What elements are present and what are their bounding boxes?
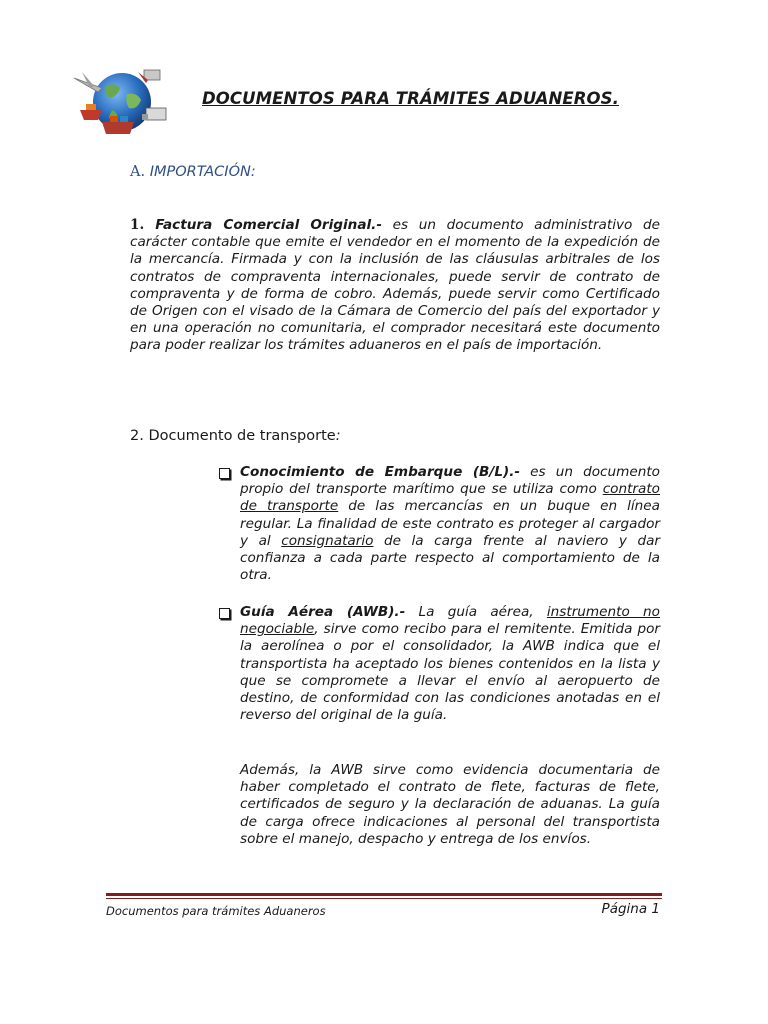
item2-heading-text: 2. Documento de transporte (130, 428, 336, 444)
checkbox-bullet-icon (219, 608, 230, 619)
item1-body: es un documento administrativo de carácter contable que emite el vendedor en el momento de la expedición de la mercancía. Firmada y con la inclusión de las cláusulas arbitrales de los contratos de compraventa internacionales, puede servir de contrato de compraventa y de forma de cobro. Además, puede servir como Certificado de Origen con el visado de la Cámara de Comercio del país del exportador y en una operación no comunitaria, el comprador necesitará este documento para poder realizar los trámites aduaneros en el país de importación. (130, 217, 660, 354)
section-a-letter: A. (130, 164, 146, 180)
section-a-label: IMPORTACIÓN: (145, 164, 256, 180)
instrumento-no-negociable-link[interactable]: instrumento no negociable (240, 604, 660, 638)
item2-heading-colon: : (335, 428, 341, 444)
bl-lead: Conocimiento de Embarque (B/L).- (240, 464, 521, 480)
bl-text-3: de la carga frente al naviero y dar confianza a cada parte respecto al comportamiento de la otra. (240, 532, 661, 584)
contrato-transporte-link[interactable]: contrato de transporte (240, 481, 660, 515)
document-title: DOCUMENTOS PARA TRÁMITES ADUANEROS. (202, 89, 620, 108)
bl-paragraph (240, 464, 660, 584)
item1-paragraph (130, 217, 660, 355)
awb-paragraph (240, 604, 660, 724)
bl-text-2: de las mercancías en un buque en línea regular. La finalidad de este contrato es proteger al cargador y al (240, 498, 660, 549)
footer-page-number: Página 1 (601, 901, 660, 917)
awb-text-1: La guía aérea, (405, 604, 547, 620)
item1-lead: Factura Comercial Original.- (144, 217, 382, 233)
awb-lead: Guía Aérea (AWB).- (240, 604, 406, 620)
footer-document-name: Documentos para trámites Aduaneros (106, 904, 326, 918)
checkbox-bullet-icon (219, 468, 230, 479)
globe-transport-logo-icon (72, 64, 172, 138)
awb-paragraph-2: Además, la AWB sirve como evidencia documentaria de haber completado el contrato de flete, facturas de flete, certificados de seguro y la declaración de aduanas. La guía de carga ofrece indicaciones al personal del transportista sobre el manejo, despacho y entrega de los envíos. (240, 762, 660, 847)
item1-number: 1. (130, 217, 145, 233)
consignatario-link[interactable]: consignatario (281, 532, 374, 549)
footer-rule-thick (106, 893, 662, 896)
awb-text-2: , sirve como recibo para el remitente. Emitida por la aerolínea o por el consolidador, la AWB indica que el transportista ha aceptado los bienes contenidos en la lista y que se compromete a llevar el envío al aeropuerto de destino, de conformidad con las condiciones anotadas en el reverso del original de la guía. (240, 621, 660, 724)
bl-text-1: es un documento propio del transporte marítimo que se utiliza como (240, 464, 660, 498)
item2-heading (130, 428, 341, 444)
section-a-heading (130, 164, 256, 180)
footer-rule-thin (106, 898, 662, 899)
